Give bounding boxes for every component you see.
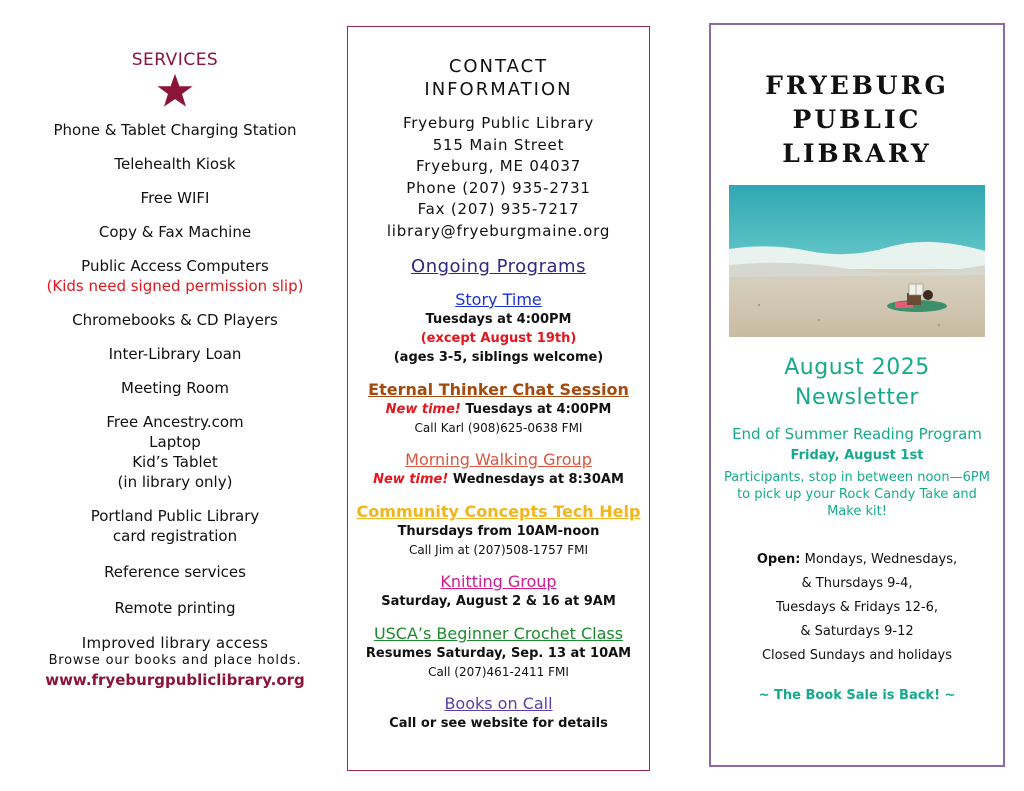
story-time-ages: (ages 3-5, siblings welcome) xyxy=(393,350,604,365)
service-kids-tablet: Kid’s Tablet xyxy=(132,453,218,471)
program-story-time xyxy=(348,289,649,367)
contact-title xyxy=(348,55,649,101)
hours-line4: & Saturdays 9-12 xyxy=(800,624,914,639)
library-name-line1: FRYEBURG xyxy=(765,71,949,100)
program-thinker xyxy=(348,379,649,437)
crochet-title: USCA’s Beginner Crochet Class xyxy=(373,624,624,643)
library-website-link[interactable]: www.fryeburgpubliclibrary.org xyxy=(45,671,305,689)
newsletter-column xyxy=(709,23,1005,767)
service-remote-printing: Remote printing xyxy=(114,599,236,617)
summer-reading-details: Participants, stop in between noon—6PM to pick up your Rock Candy Take and Make kit! xyxy=(724,470,990,519)
service-computers: Public Access Computers xyxy=(81,257,269,275)
hours-line5: Closed Sundays and holidays xyxy=(761,648,953,663)
service-ill: Inter-Library Loan xyxy=(108,345,242,363)
thinker-when: Tuesdays at 4:00PM xyxy=(460,402,612,417)
program-walking xyxy=(348,449,649,489)
story-time-when: Tuesdays at 4:00PM xyxy=(425,312,572,327)
hours-line1: Mondays, Wednesdays, xyxy=(800,552,958,567)
contact-lines xyxy=(348,113,649,242)
story-time-title: Story Time xyxy=(455,290,542,309)
ongoing-programs-title: Ongoing Programs xyxy=(411,256,586,277)
program-books-on-call xyxy=(348,693,649,733)
hours-line3: Tuesdays & Fridays 12-6, xyxy=(775,600,938,615)
beach-reading-image xyxy=(729,185,985,337)
knitting-when: Saturday, August 2 & 16 at 9AM xyxy=(381,594,616,609)
contact-email: library@fryeburgmaine.org xyxy=(386,221,611,240)
walking-when: Wednesdays at 8:30AM xyxy=(448,472,624,487)
thinker-new-time: New time! xyxy=(385,402,461,417)
service-portland: Portland Public Library xyxy=(90,507,260,525)
service-in-library: (in library only) xyxy=(117,473,233,491)
services-column xyxy=(20,50,330,689)
service-telehealth: Telehealth Kiosk xyxy=(114,155,236,173)
service-chromebooks: Chromebooks & CD Players xyxy=(72,311,278,329)
open-hours xyxy=(711,548,1003,668)
open-label: Open: xyxy=(756,552,801,567)
tech-help-when: Thursdays from 10AM-noon xyxy=(397,524,600,539)
tech-help-call: Call Jim at (207)508-1757 FMI xyxy=(408,543,589,557)
services-list xyxy=(20,120,330,618)
service-copy-fax: Copy & Fax Machine xyxy=(98,223,252,241)
contact-street: 515 Main Street xyxy=(432,135,565,154)
summer-reading-date: Friday, August 1st xyxy=(790,448,924,463)
walking-new-time: New time! xyxy=(373,472,449,487)
contact-title-line2: INFORMATION xyxy=(424,79,573,100)
contact-city: Fryeburg, ME 04037 xyxy=(415,157,582,175)
thinker-call: Call Karl (908)625-0638 FMI xyxy=(414,421,583,435)
contact-phone: Phone (207) 935-2731 xyxy=(406,178,591,197)
service-ancestry: Free Ancestry.com xyxy=(106,413,244,431)
contact-name: Fryeburg Public Library xyxy=(402,114,595,132)
book-sale-banner: ~ The Book Sale is Back! ~ xyxy=(758,688,956,703)
star-icon xyxy=(156,72,194,110)
story-time-except: (except August 19th) xyxy=(420,331,577,346)
service-card-registration: card registration xyxy=(112,527,238,545)
service-laptop: Laptop xyxy=(149,433,201,451)
newsletter-month: August 2025 xyxy=(784,355,930,380)
walking-title: Morning Walking Group xyxy=(405,450,592,469)
library-name-line3: LIBRARY xyxy=(782,139,932,168)
books-on-call-detail: Call or see website for details xyxy=(389,716,608,731)
newsletter-title xyxy=(711,353,1003,413)
tech-help-title: Community Concepts Tech Help xyxy=(356,502,641,521)
program-knitting xyxy=(348,571,649,611)
service-meeting-room: Meeting Room xyxy=(121,379,229,397)
service-wifi: Free WIFI xyxy=(140,189,210,207)
browse-text: Browse our books and place holds. xyxy=(48,653,302,668)
summer-reading-title: End of Summer Reading Program xyxy=(732,425,982,443)
program-crochet xyxy=(348,623,649,681)
program-tech-help xyxy=(348,501,649,559)
crochet-when: Resumes Saturday, Sep. 13 at 10AM xyxy=(365,646,632,661)
thinker-title: Eternal Thinker Chat Session xyxy=(368,380,629,399)
improved-access: Improved library access xyxy=(81,634,269,652)
contact-title-line1: CONTACT xyxy=(448,56,549,77)
knitting-title: Knitting Group xyxy=(440,572,557,591)
library-name-line2: PUBLIC xyxy=(792,105,922,134)
newsletter-word: Newsletter xyxy=(795,385,919,410)
crochet-call: Call (207)461-2411 FMI xyxy=(428,665,569,679)
service-charging: Phone & Tablet Charging Station xyxy=(53,121,297,139)
books-on-call-title: Books on Call xyxy=(444,694,553,713)
library-name xyxy=(711,69,1003,171)
services-title: SERVICES xyxy=(131,50,219,70)
service-reference: Reference services xyxy=(104,563,246,581)
contact-programs-column xyxy=(347,26,650,771)
hours-line2: & Thursdays 9-4, xyxy=(801,576,913,591)
service-computers-note: (Kids need signed permission slip) xyxy=(46,277,304,295)
contact-fax: Fax (207) 935-7217 xyxy=(417,200,580,218)
